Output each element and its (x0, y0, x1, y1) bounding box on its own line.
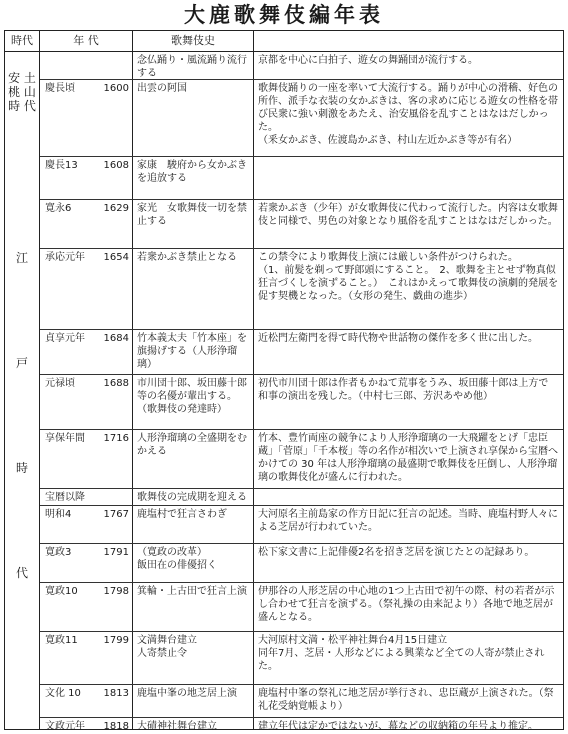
row-description: 歌舞伎踊りの一座を率いて大流行する。踊りが中心の滑稽、好色の所作、派手な衣装の女かぶきは、客の求めに応じる遊女の性格を帯び民衆に強い刺激をあたえ、治安風俗を乱すことはなはだしかった。 （釆女かぶき、佐渡島かぶき、村山左近かぶき等が有名） (258, 83, 558, 146)
divider (39, 31, 40, 729)
row-kabuki-event: （寛政の改革） 飯田在の俳優招く (137, 547, 217, 571)
row-description: 近松門左衛門を得て時代物や世話物の傑作を多く世に出した。 (258, 333, 538, 344)
row-divider (40, 582, 563, 583)
era-edo-3: 時 (15, 461, 28, 475)
row-kabuki-event: 箕輪・上古田で狂言上演 (137, 586, 247, 597)
row-year-name: 文化 10 (45, 688, 81, 699)
divider (132, 31, 133, 729)
row-kabuki-event: 大磧神社舞台建立 (137, 721, 217, 732)
era-edo-4: 代 (15, 566, 28, 580)
row-divider (40, 156, 563, 157)
row-kabuki-event: 竹本義太夫「竹本座」を旗揚げする（人形浄瑠璃） (137, 333, 247, 370)
row-divider (40, 329, 563, 330)
row-year-name: 明和4 (45, 509, 72, 520)
row-description: 京都を中心に白拍子、遊女の舞踊団が流行する。 (258, 55, 478, 66)
row-divider (40, 684, 563, 685)
row-year-number: 1608 (103, 160, 129, 171)
row-kabuki-event: 鹿塩中峯の地芝居上演 (137, 688, 237, 699)
row-year-number: 1600 (103, 83, 129, 94)
row-divider (40, 199, 563, 200)
row-description: 大河原村文満・松平神社舞台4月15日建立 同年7月、芝居・人形などによる興業など全ての人寄が禁止された。 (258, 635, 545, 672)
row-year-number: 1791 (103, 547, 129, 558)
row-year-name: 慶長13 (45, 160, 78, 171)
row-kabuki-event: 家康 駿府から女かぶきを追放する (137, 160, 247, 184)
row-divider (40, 248, 563, 249)
row-year-name: 寛永6 (45, 203, 72, 214)
row-year-name: 宝暦以降 (45, 492, 85, 503)
row-description: 伊那谷の人形芝居の中心地の1つ上古田で初午の際、村の若者が示し合わせて狂言を演ずる。（祭礼操の由来記より）各地で地芝居が盛んとなる。 (258, 586, 555, 623)
row-divider (40, 79, 563, 80)
row-description: 大河原名主前島家の作方日記に狂言の記述。当時、鹿塩村野人々による芝居が行われていた。 (258, 509, 558, 533)
row-kabuki-event: 歌舞伎の完成期を迎える (137, 492, 247, 503)
row-year-number: 1684 (103, 333, 129, 344)
row-year-name: 文政元年 (45, 721, 85, 732)
row-divider (40, 429, 563, 430)
row-year-number: 1813 (103, 688, 129, 699)
row-year-name: 元禄頃 (45, 378, 75, 389)
row-kabuki-event: 出雲の阿国 (137, 83, 187, 94)
row-year-name: 寛政11 (45, 635, 78, 646)
row-description: この禁令により歌舞伎上演には厳しい条件がつけられた。 （1、前髪を剃って野郎頭にすること。 2、歌舞を主とせず物真似狂言づくしを演ずること。） これはかえって歌舞伎の演劇的発展を促す契機となった。（女形の発生、戯曲の進歩） (258, 252, 558, 302)
row-description: 若衆かぶき（少年）が女歌舞伎に代わって流行した。内容は女歌舞伎と同様で、男色の対象となり風俗を乱すことはなはだしかった。 (258, 203, 558, 227)
row-year-name: 享保年間 (45, 433, 85, 444)
row-year-number: 1688 (103, 378, 129, 389)
row-divider (40, 631, 563, 632)
header-era: 時代 (11, 34, 33, 47)
row-year-name: 寛政3 (45, 547, 72, 558)
page-title: 大鹿歌舞伎編年表 (184, 2, 384, 27)
row-year-number: 1629 (103, 203, 129, 214)
row-year-name: 貞享元年 (45, 333, 85, 344)
era-edo-1: 江 (15, 251, 28, 265)
row-kabuki-event: 鹿塩村で狂言さわぎ (137, 509, 227, 520)
row-kabuki-event: 念仏踊り・風流踊り流行する (137, 55, 247, 79)
era-azuchi-momoyama: 安 土 桃 山 時 代 (8, 71, 36, 113)
row-year-name: 寛政10 (45, 586, 78, 597)
row-kabuki-event: 文満舞台建立 人寄禁止令 (137, 635, 197, 659)
row-divider (40, 488, 563, 489)
table-header (5, 31, 563, 52)
row-year-number: 1799 (103, 635, 129, 646)
row-kabuki-event: 家光 女歌舞伎一切を禁止する (137, 203, 247, 227)
header-kabuki: 歌舞伎史 (171, 34, 215, 47)
row-divider (40, 543, 563, 544)
era-edo-2: 戸 (15, 356, 28, 370)
row-year-number: 1654 (103, 252, 129, 263)
row-kabuki-event: 市川団十郎、坂田藤十郎等の名優が輩出する。 （歌舞伎の発達時） (137, 378, 247, 415)
row-description: 初代市川団十郎は作者もかねて荒事をうみ、坂田藤十郎は上方で和事の演出を残した。（中村七三郎、芳沢あやめ他） (258, 378, 549, 402)
row-year-number: 1716 (103, 433, 129, 444)
row-description: 鹿塩村中峯の祭礼に地芝居が挙行され、忠臣蔵が上演された。（祭礼花受納覚帳より） (258, 688, 554, 712)
row-description: 竹本、豊竹両座の競争により人形浄瑠璃の一大飛躍をとげ「忠臣蔵」「菅原」「千本桜」等の名作が相次いで上演され享保から宝暦へかけての 30 年は人形浄瑠璃の最盛期で歌舞伎を圧倒し、人形浄瑠璃の歌舞伎化が盛んに行われた。 (258, 433, 558, 483)
row-year-number: 1767 (103, 509, 129, 520)
row-year-number: 1818 (103, 721, 129, 732)
row-divider (40, 505, 563, 506)
row-year-number: 1798 (103, 586, 129, 597)
row-description: 建立年代は定かではないが、幕などの収納箱の年号より推定。 (258, 721, 538, 732)
header-year: 年 代 (73, 34, 99, 47)
row-kabuki-event: 人形浄瑠璃の全盛期をむかえる (137, 433, 247, 457)
row-divider (40, 374, 563, 375)
row-year-name: 承応元年 (45, 252, 85, 263)
chronology-table (4, 30, 564, 730)
row-divider (40, 717, 563, 718)
row-kabuki-event: 若衆かぶき禁止となる (137, 252, 237, 263)
row-year-name: 慶長頃 (45, 83, 75, 94)
row-description: 松下家文書に上記俳優2名を招き芝居を演じたとの記録あり。 (258, 547, 535, 558)
divider (253, 31, 254, 729)
